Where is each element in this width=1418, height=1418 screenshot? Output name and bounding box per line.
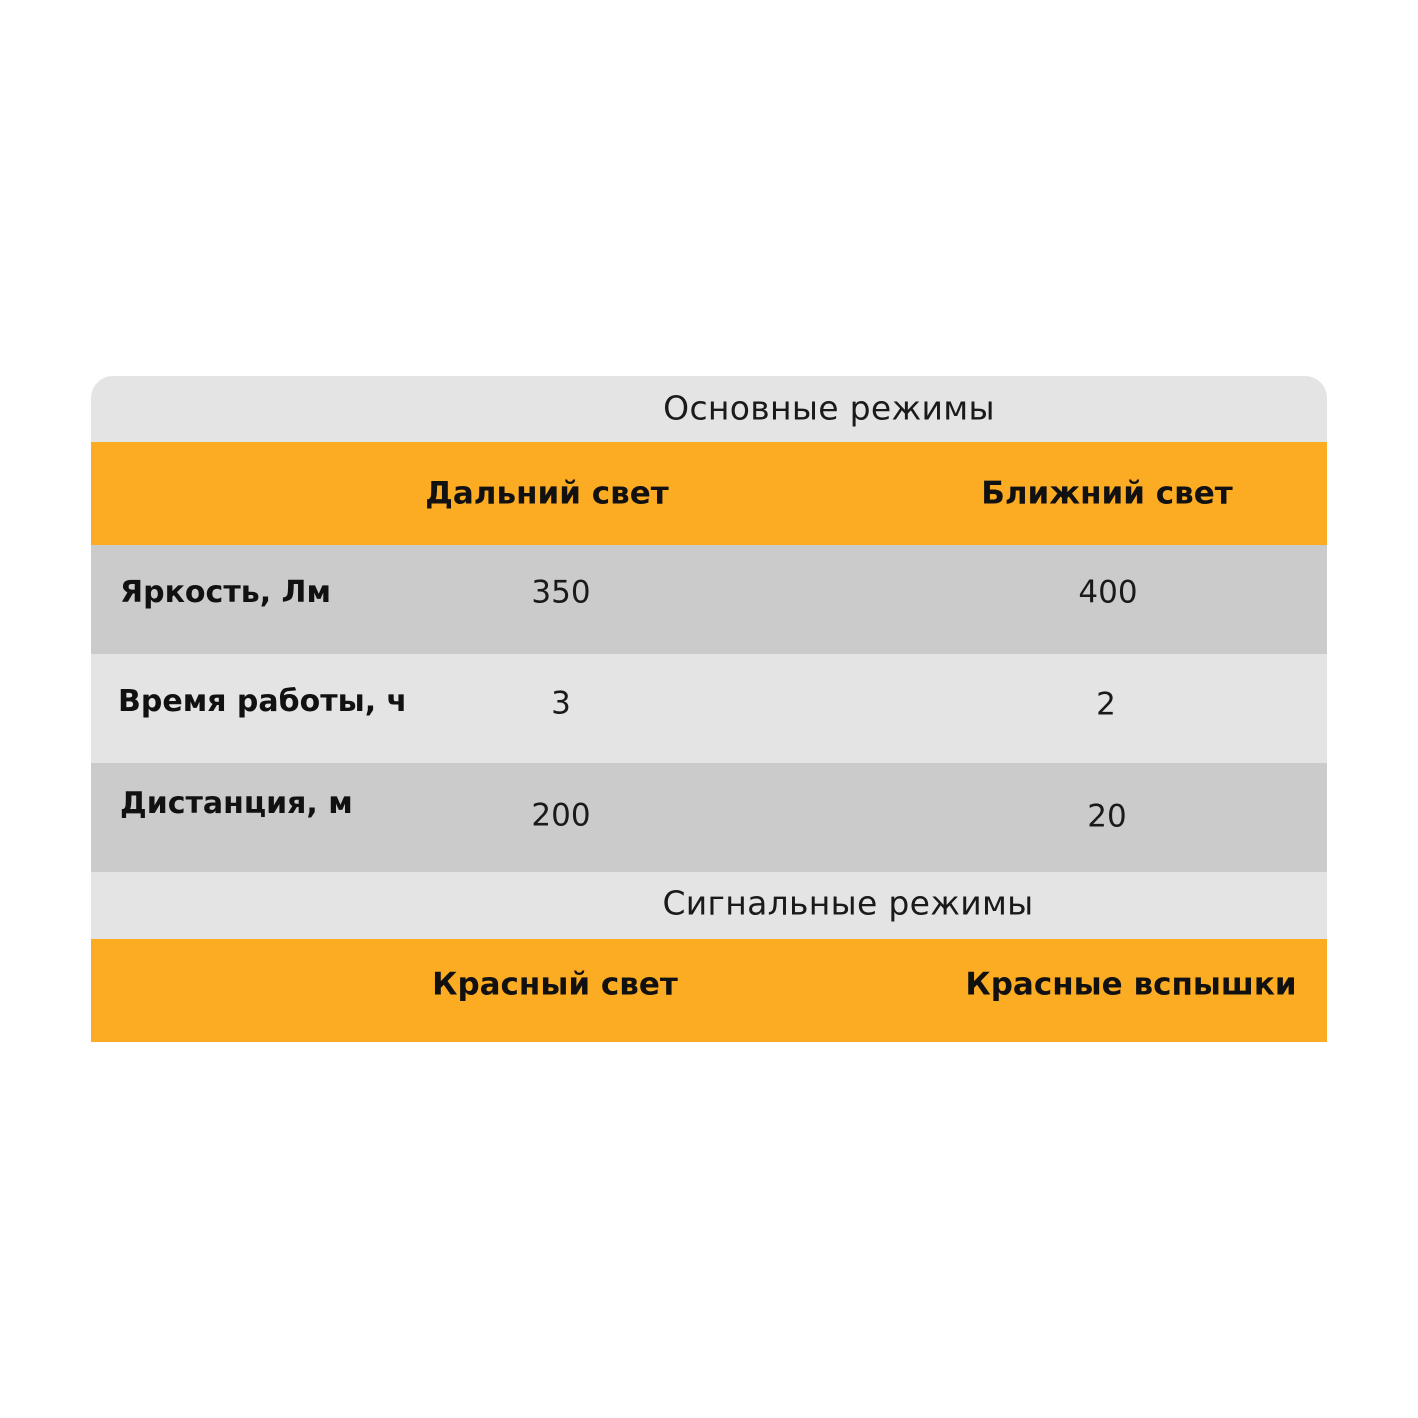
cell-brightness-high-beam: 350	[531, 574, 591, 611]
signal-modes-title-bar	[91, 872, 1327, 939]
signal-modes-title: Сигнальные режимы	[662, 883, 1034, 923]
row-label-runtime: Время работы, ч	[118, 684, 408, 719]
column-header-red-flashes: Красные вспышки	[965, 966, 1297, 1003]
main-modes-header-row	[91, 442, 1327, 545]
row-label-distance: Дистанция, м	[120, 786, 353, 821]
cell-runtime-high-beam: 3	[551, 685, 571, 722]
table-row-brightness	[91, 545, 1327, 654]
column-header-high-beam: Дальний свет	[425, 475, 669, 512]
cell-brightness-low-beam: 400	[1078, 574, 1138, 611]
row-label-brightness: Яркость, Лм	[120, 575, 331, 610]
specifications-table	[91, 376, 1327, 1042]
main-modes-title-bar	[91, 376, 1327, 442]
cell-distance-high-beam: 200	[531, 797, 591, 834]
column-header-low-beam: Ближний свет	[981, 475, 1233, 512]
table-row-distance	[91, 763, 1327, 872]
cell-runtime-low-beam: 2	[1096, 686, 1116, 723]
main-modes-title: Основные режимы	[663, 388, 995, 428]
table-row-runtime	[91, 654, 1327, 763]
signal-modes-header-row	[91, 939, 1327, 1042]
cell-distance-low-beam: 20	[1087, 798, 1127, 835]
column-header-red-light: Красный свет	[432, 966, 678, 1003]
